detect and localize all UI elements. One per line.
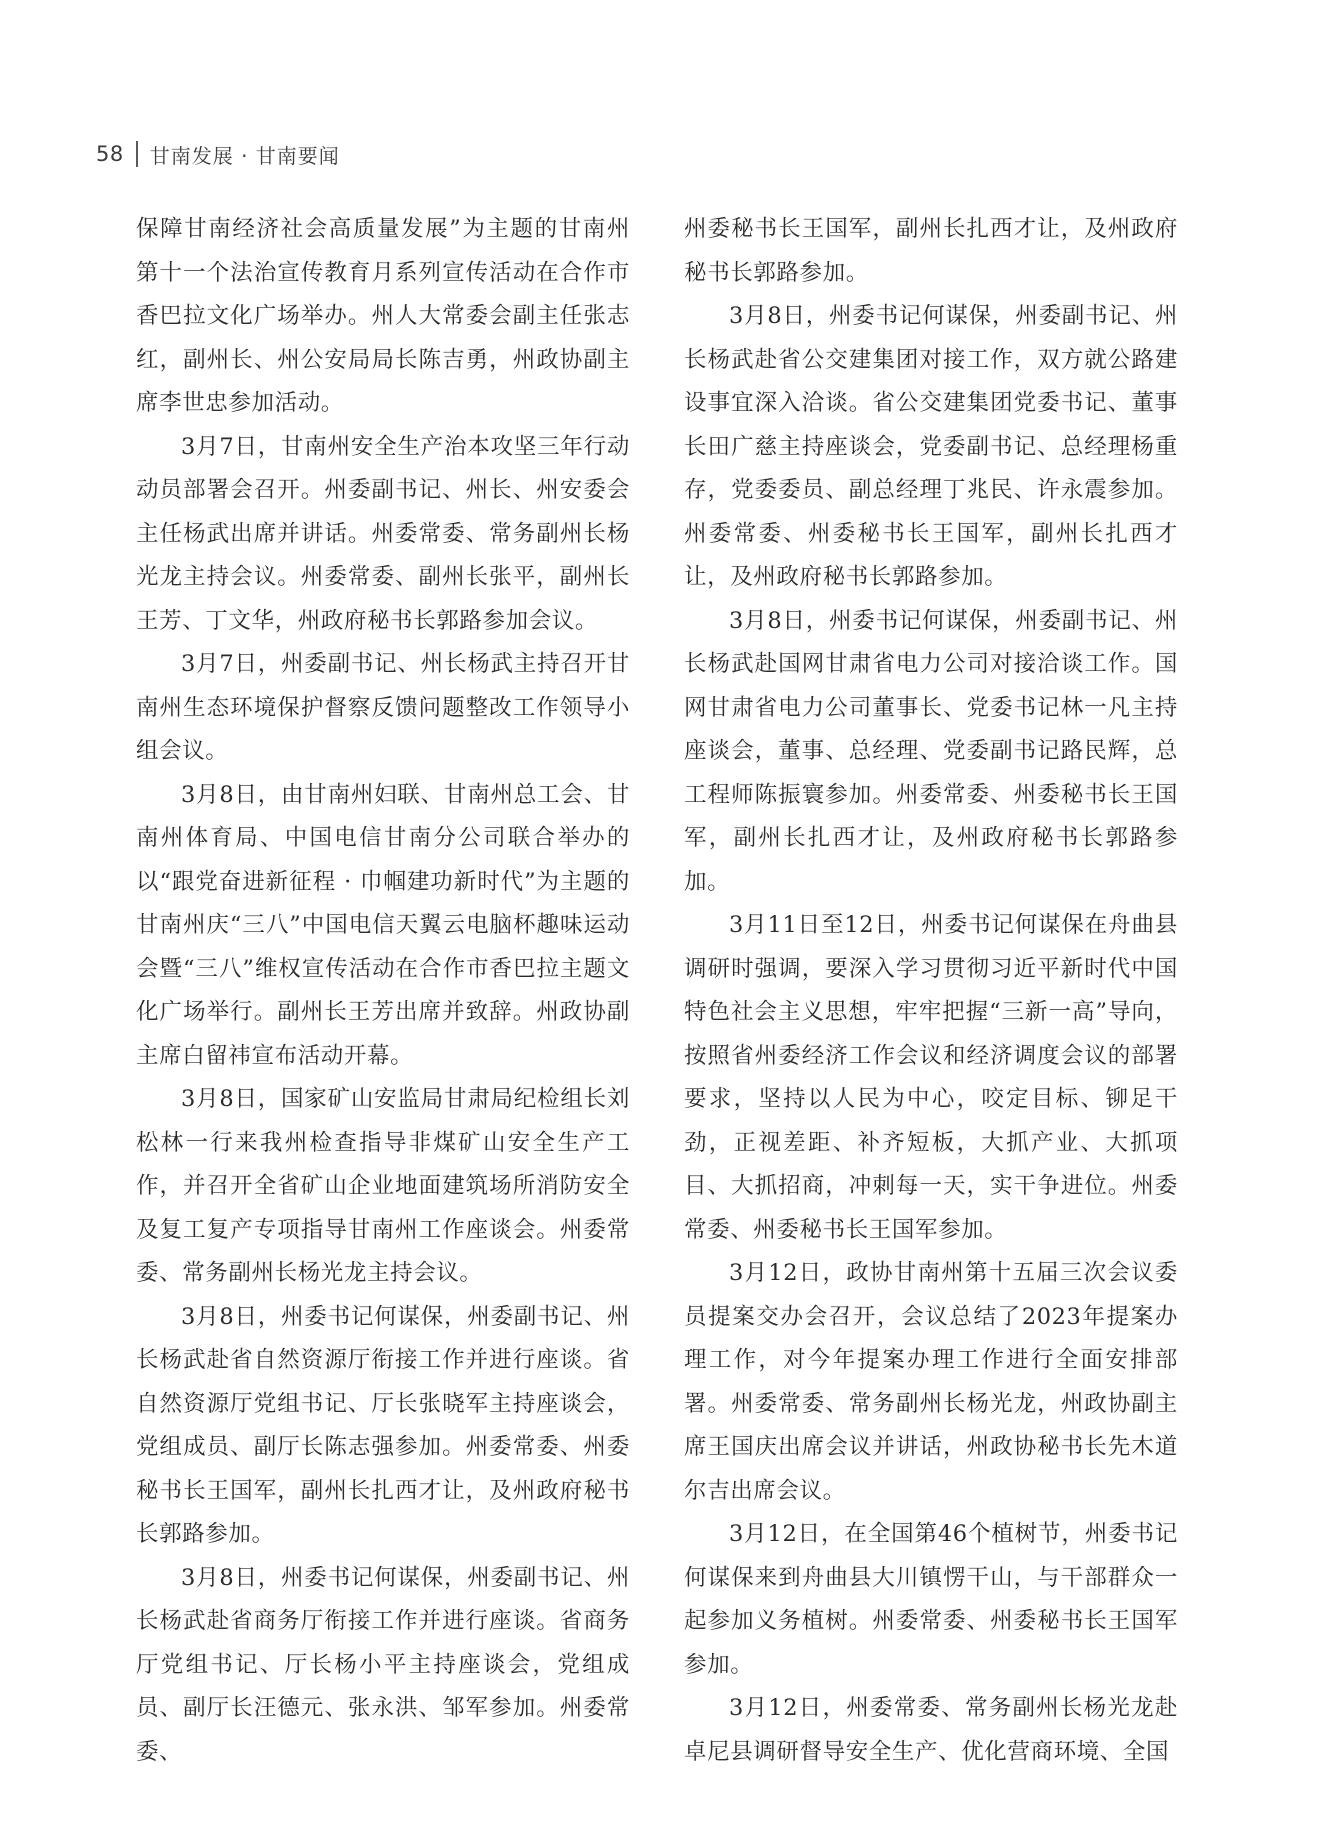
page-number: 58 [96,142,124,166]
left-column [136,208,630,1774]
news-paragraph: 3月7日，州委副书记、州长杨武主持召开甘南州生态环境保护督察反馈问题整改工作领导小组会议。 [136,651,630,764]
header-divider [136,141,138,167]
news-paragraph: 3月12日，州委常委、常务副州长杨光龙赴卓尼县调研督导安全生产、优化营商环境、全国 [684,1695,1178,1765]
news-paragraph: 3月12日，在全国第46个植树节，州委书记何谋保来到舟曲县大川镇愣干山，与干部群众一起参加义务植树。州委常委、州委秘书长王国军参加。 [684,1521,1178,1678]
news-paragraph: 3月11日至12日，州委书记何谋保在舟曲县调研时强调，要深入学习贯彻习近平新时代中国特色社会主义思想，牢牢把握“三新一高”导向，按照省州委经济工作会议和经济调度会议的部署要求，坚持以人民为中心，咬定目标、铆足干劲，正视差距、补齐短板，大抓产业、大抓项目、大抓招商，冲刺每一天，实干争进位。州委常委、州委秘书长王国军参加。 [684,912,1178,1243]
right-column [684,208,1178,1774]
news-paragraph: 3月8日，国家矿山安监局甘肃局纪检组长刘松林一行来我州检查指导非煤矿山安全生产工作，并召开全省矿山企业地面建筑场所消防安全及复工复产专项指导甘南州工作座谈会。州委常委、常务副州长杨光龙主持会议。 [136,1086,630,1286]
news-paragraph: 3月7日，甘南州安全生产治本攻坚三年行动动员部署会召开。州委副书记、州长、州安委会主任杨武出席并讲话。州委常委、常务副州长杨光龙主持会议。州委常委、副州长张平，副州长王芳、丁文华，州政府秘书长郭路参加会议。 [136,433,630,634]
news-paragraph: 3月8日，州委书记何谋保，州委副书记、州长杨武赴省自然资源厅衔接工作并进行座谈。省自然资源厅党组书记、厅长张晓军主持座谈会，党组成员、副厅长陈志强参加。州委常委、州委秘书长王国军，副州长扎西才让，及州政府秘书长郭路参加。 [136,1303,630,1547]
news-paragraph: 3月8日，由甘南州妇联、甘南州总工会、甘南州体育局、中国电信甘南分公司联合举办的以“跟党奋进新征程 · 巾帼建功新时代”为主题的甘南州庆“三八”中国电信天翼云电脑杯趣味运动会暨“三八”维权宣传活动在合作市香巴拉主题文化广场举行。副州长王芳出席并致辞。州政协副主席白留祎宣布活动开幕。 [136,781,630,1069]
news-paragraph: 保障甘南经济社会高质量发展”为主题的甘南州第十一个法治宣传教育月系列宣传活动在合作市香巴拉文化广场举办。州人大常委会副主任张志红，副州长、州公安局局长陈吉勇，州政协副主席李世忠参加活动。 [136,216,630,416]
news-paragraph: 3月8日，州委书记何谋保，州委副书记、州长杨武赴省公交建集团对接工作，双方就公路建设事宜深入洽谈。省公交建集团党委书记、董事长田广慈主持座谈会，党委副书记、总经理杨重存，党委委员、副总经理丁兆民、许永震参加。州委常委、州委秘书长王国军，副州长扎西才让，及州政府秘书长郭路参加。 [684,303,1178,590]
page-header [96,134,340,174]
news-paragraph: 3月8日，州委书记何谋保，州委副书记、州长杨武赴国网甘肃省电力公司对接洽谈工作。国网甘肃省电力公司董事长、党委书记林一凡主持座谈会，董事、总经理、党委副书记路民辉，总工程师陈振寰参加。州委常委、州委秘书长王国军，副州长扎西才让，及州政府秘书长郭路参加。 [684,607,1178,895]
news-paragraph: 3月12日，政协甘南州第十五届三次会议委员提案交办会召开，会议总结了2023年提案办理工作，对今年提案办理工作进行全面安排部署。州委常委、常务副州长杨光龙，州政协副主席王国庆出席会议并讲话，州政协秘书长先木道尔吉出席会议。 [684,1260,1178,1504]
news-paragraph: 州委秘书长王国军，副州长扎西才让，及州政府秘书长郭路参加。 [684,216,1178,286]
news-paragraph: 3月8日，州委书记何谋保，州委副书记、州长杨武赴省商务厅衔接工作并进行座谈。省商务厅党组书记、厅长杨小平主持座谈会，党组成员、副厅长汪德元、张永洪、邹军参加。州委常委、 [136,1564,630,1765]
section-title: 甘南发展 · 甘南要闻 [149,143,340,168]
